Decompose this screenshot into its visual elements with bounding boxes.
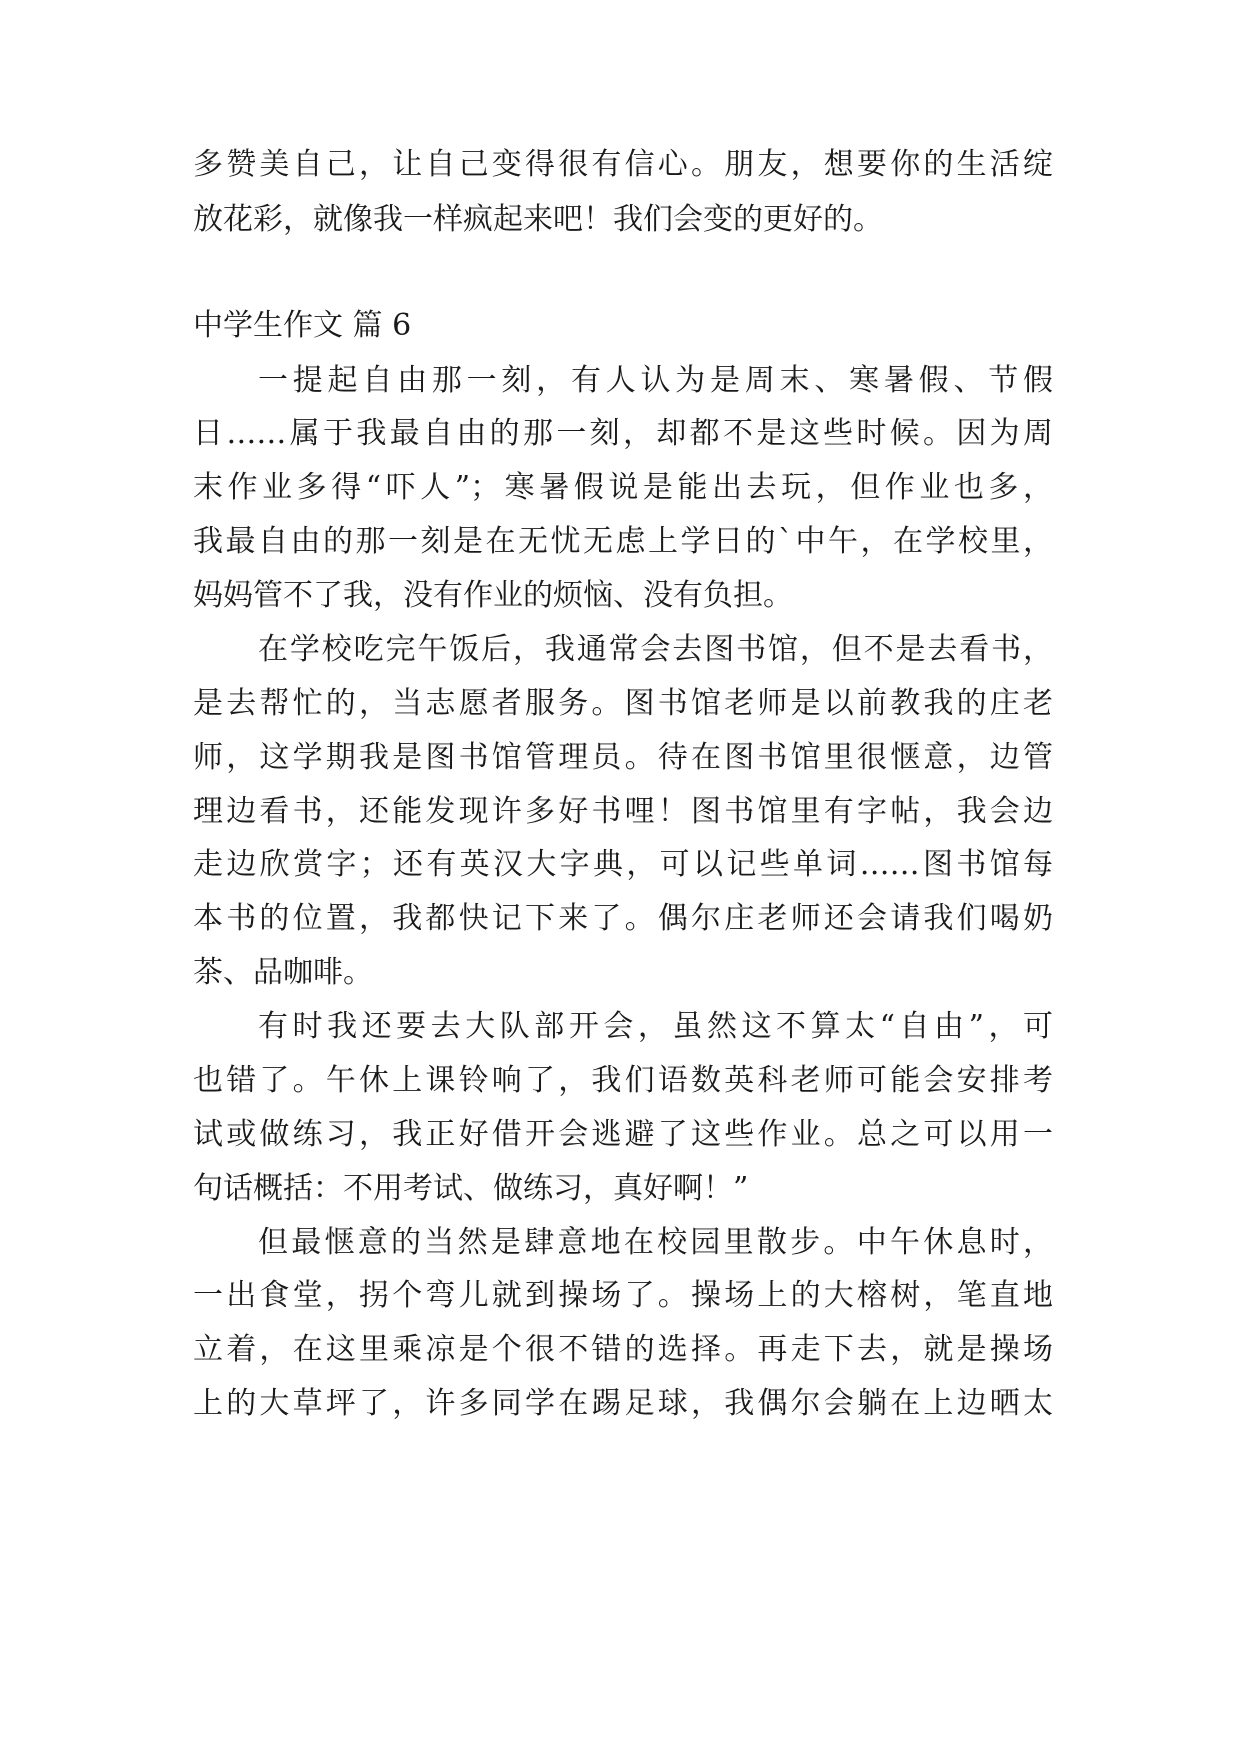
paragraph-1-line-1: 一提起自由那一刻，有人认为是周末、寒暑假、节假 — [258, 363, 1053, 398]
paragraph-3-line-3: 试或做练习，我正好借开会逃避了这些作业。总之可以用一 — [193, 1117, 1053, 1152]
paragraph-2-line-5: 走边欣赏字；还有英汉大字典，可以记些单词……图书馆每 — [193, 847, 1053, 882]
paragraph-2-line-3: 师，这学期我是图书馆管理员。待在图书馆里很惬意，边管 — [193, 740, 1053, 775]
paragraph-4-line-4: 上的大草坪了，许多同学在踢足球，我偶尔会躺在上边晒太 — [193, 1386, 1053, 1421]
intro-line-1: 多赞美自己，让自己变得很有信心。朋友，想要你的生活绽 — [193, 147, 1053, 182]
paragraph-4-line-2: 一出食堂，拐个弯儿就到操场了。操场上的大榕树，笔直地 — [193, 1278, 1053, 1313]
paragraph-2-line-4: 理边看书，还能发现许多好书哩！图书馆里有字帖，我会边 — [193, 794, 1053, 829]
paragraph-3-line-2: 也错了。午休上课铃响了，我们语数英科老师可能会安排考 — [193, 1063, 1053, 1098]
paragraph-3-line-1: 有时我还要去大队部开会，虽然这不算太“自由”，可 — [258, 1009, 1053, 1044]
paragraph-2-line-1: 在学校吃完午饭后，我通常会去图书馆，但不是去看书， — [258, 632, 1053, 667]
paragraph-1-line-3: 末作业多得“吓人”；寒暑假说是能出去玩，但作业也多， — [193, 470, 1053, 505]
intro-line-2: 放花彩，就像我一样疯起来吧！我们会变的更好的。 — [193, 202, 883, 237]
paragraph-4-line-3: 立着，在这里乘凉是个很不错的选择。再走下去，就是操场 — [193, 1332, 1053, 1367]
section-heading: 中学生作文 篇 6 — [193, 308, 412, 343]
paragraph-1-line-2: 日……属于我最自由的那一刻，却都不是这些时候。因为周 — [193, 416, 1053, 451]
paragraph-4-line-1: 但最惬意的当然是肆意地在校园里散步。中午休息时， — [258, 1225, 1053, 1260]
paragraph-2-line-6: 本书的位置，我都快记下来了。偶尔庄老师还会请我们喝奶 — [193, 901, 1053, 936]
paragraph-2-line-2: 是去帮忙的，当志愿者服务。图书馆老师是以前教我的庄老 — [193, 686, 1053, 721]
paragraph-2-line-7: 茶、品咖啡。 — [193, 955, 373, 990]
paragraph-1-line-5: 妈妈管不了我，没有作业的烦恼、没有负担。 — [193, 578, 793, 613]
paragraph-3-line-4: 句话概括：不用考试、做练习，真好啊！” — [193, 1171, 749, 1206]
paragraph-1-line-4: 我最自由的那一刻是在无忧无虑上学日的`中午，在学校里， — [193, 524, 1053, 559]
